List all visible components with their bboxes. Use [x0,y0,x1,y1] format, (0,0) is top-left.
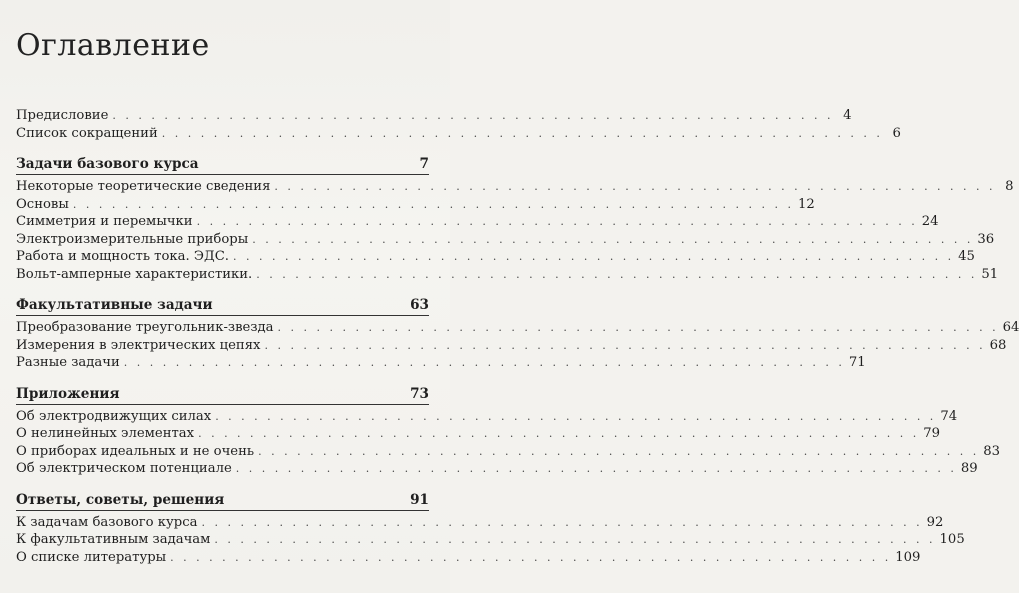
toc-entry-page-number: 36 [977,231,995,247]
toc-entry[interactable] [16,514,944,532]
toc-entry-label: К факультативным задачам [16,532,211,547]
toc-entry-page-number: 89 [960,461,978,476]
toc-entry[interactable] [16,319,1019,337]
toc-entry[interactable] [16,443,1000,461]
toc-entry-label: Вольт-амперные характеристики. [16,266,253,282]
toc-section-heading[interactable] [16,296,429,314]
toc-section [16,155,1014,283]
toc-entry[interactable] [16,549,921,567]
toc-entry-page-number: 109 [895,549,921,565]
section-heading-page-number: 91 [410,491,429,508]
toc-entry-page-number: 45 [958,249,975,264]
toc-entry-label: Измерения в электрических цепях [16,337,261,353]
dot-leader: . . . . . . . . . . . . . . . . . . . . . . . . . . . . . . . . . . . . . . . . . . . . . . . . . . . . . . . . [196,215,918,228]
toc-section [16,491,965,567]
toc-entry-label: Об электродвижущих силах [16,408,212,424]
toc-entry-page-number: 68 [989,337,1007,353]
section-heading-label: Задачи базового курса [16,156,199,172]
section-divider [16,315,429,316]
toc-entry-label: О нелинейных элементах [16,426,195,441]
toc-entry-page-number: 4 [843,108,852,123]
toc-entry-page-number: 64 [1002,320,1019,335]
toc-entry-page-number: 24 [921,214,939,229]
dot-leader: . . . . . . . . . . . . . . . . . . . . . . . . . . . . . . . . . . . . . . . . . . . . . . . . . . . . . . . . [214,533,936,546]
toc-section-heading[interactable] [16,385,429,403]
section-heading-page-number: 7 [419,156,429,172]
toc-entry-label: Разные задачи [16,355,120,370]
dot-leader: . . . . . . . . . . . . . . . . . . . . . . . . . . . . . . . . . . . . . . . . . . . . . . . . . . . . . . . . [256,267,978,281]
toc-entry[interactable] [16,107,852,125]
toc-section [16,296,1019,372]
toc-entry[interactable] [16,196,815,214]
toc-entry-page-number: 92 [926,514,944,530]
section-heading-label: Приложения [16,385,120,402]
toc-section-heading[interactable] [16,491,429,509]
toc-entry[interactable] [16,231,995,249]
toc-entry-label: Преобразование треугольник-звезда [16,320,274,335]
toc-entry[interactable] [16,460,978,478]
dot-leader: . . . . . . . . . . . . . . . . . . . . . . . . . . . . . . . . . . . . . . . . . . . . . . . . . . . . . . . . [235,462,957,475]
dot-leader: . . . . . . . . . . . . . . . . . . . . . . . . . . . . . . . . . . . . . . . . . . . . . . . . . . . . . . . . [264,338,986,352]
dot-leader: . . . . . . . . . . . . . . . . . . . . . . . . . . . . . . . . . . . . . . . . . . . . . . . . . . . . . . . . [201,515,923,529]
toc-entry-label: Предисловие [16,108,109,123]
section-heading-page-number: 73 [410,385,429,402]
toc-entry-label: К задачам базового курса [16,514,198,530]
toc-entry[interactable] [16,125,901,143]
toc-entry-page-number: 79 [923,426,940,441]
dot-leader: . . . . . . . . . . . . . . . . . . . . . . . . . . . . . . . . . . . . . . . . . . . . . . . . . . . . . . . . [258,444,980,458]
toc-entry-label: Список сокращений [16,125,158,141]
toc-entry[interactable] [16,337,1007,355]
toc-entry[interactable] [16,213,939,231]
toc-entry-page-number: 83 [983,443,1000,459]
toc-entry[interactable] [16,408,958,426]
toc-entry-page-number: 105 [939,532,965,547]
table-of-contents [16,107,1019,566]
toc-entry-label: Электроизмерительные приборы [16,231,249,247]
page-title: Оглавление [16,28,210,63]
dot-leader: . . . . . . . . . . . . . . . . . . . . . . . . . . . . . . . . . . . . . . . . . . . . . . . . . . . . . . . . [123,356,845,369]
section-heading-label: Факультативные задачи [16,297,213,313]
dot-leader: . . . . . . . . . . . . . . . . . . . . . . . . . . . . . . . . . . . . . . . . . . . . . . . . . . . . . . . . [233,250,955,263]
toc-entry-label: О списке литературы [16,549,167,565]
section-divider [16,174,429,175]
toc-section-heading[interactable] [16,155,429,173]
toc-entry-label: О приборах идеальных и не очень [16,443,255,459]
toc-entry-page-number: 8 [1005,179,1014,194]
dot-leader: . . . . . . . . . . . . . . . . . . . . . . . . . . . . . . . . . . . . . . . . . . . . . . . . . . . . . . . . [198,427,920,440]
toc-entry-page-number: 6 [892,125,901,141]
toc-entry-page-number: 51 [981,266,999,282]
toc-entry[interactable] [16,178,1014,196]
toc-entry[interactable] [16,248,975,266]
dot-leader: . . . . . . . . . . . . . . . . . . . . . . . . . . . . . . . . . . . . . . . . . . . . . . . . . . . . . . . . [215,409,937,423]
dot-leader: . . . . . . . . . . . . . . . . . . . . . . . . . . . . . . . . . . . . . . . . . . . . . . . . . . . . . . . . [161,126,883,140]
toc-section [16,385,1000,478]
toc-entry-page-number: 12 [797,196,815,212]
section-divider [16,404,429,405]
dot-leader: . . . . . . . . . . . . . . . . . . . . . . . . . . . . . . . . . . . . . . . . . . . . . . . . . . . . . . . . [170,550,892,564]
toc-entry-label: Основы [16,196,69,212]
toc-entry-page-number: 71 [848,355,866,370]
toc-entry[interactable] [16,531,965,549]
toc-entry[interactable] [16,354,866,372]
toc-entry[interactable] [16,425,940,443]
dot-leader: . . . . . . . . . . . . . . . . . . . . . . . . . . . . . . . . . . . . . . . . . . . . . . . . . . . . . . . . [274,180,996,193]
section-divider [16,510,429,511]
toc-entry-label: Некоторые теоретические сведения [16,179,271,194]
toc-entry-label: Симметрия и перемычки [16,214,193,229]
dot-leader: . . . . . . . . . . . . . . . . . . . . . . . . . . . . . . . . . . . . . . . . . . . . . . . . . . . . . . . . [252,232,974,246]
dot-leader: . . . . . . . . . . . . . . . . . . . . . . . . . . . . . . . . . . . . . . . . . . . . . . . . . . . . . . . . [72,197,794,211]
toc-entry[interactable] [16,266,999,284]
toc-entry-label: Работа и мощность тока. ЭДС. [16,249,230,264]
section-heading-page-number: 63 [410,297,429,313]
dot-leader: . . . . . . . . . . . . . . . . . . . . . . . . . . . . . . . . . . . . . . . . . . . . . . . . . . . . . . . . [112,109,834,122]
toc-entry-label: Об электрическом потенциале [16,461,232,476]
toc-entry-page-number: 74 [940,408,958,424]
section-heading-label: Ответы, советы, решения [16,491,225,508]
toc-section [16,107,901,142]
dot-leader: . . . . . . . . . . . . . . . . . . . . . . . . . . . . . . . . . . . . . . . . . . . . . . . . . . . . . . . . [277,321,999,334]
